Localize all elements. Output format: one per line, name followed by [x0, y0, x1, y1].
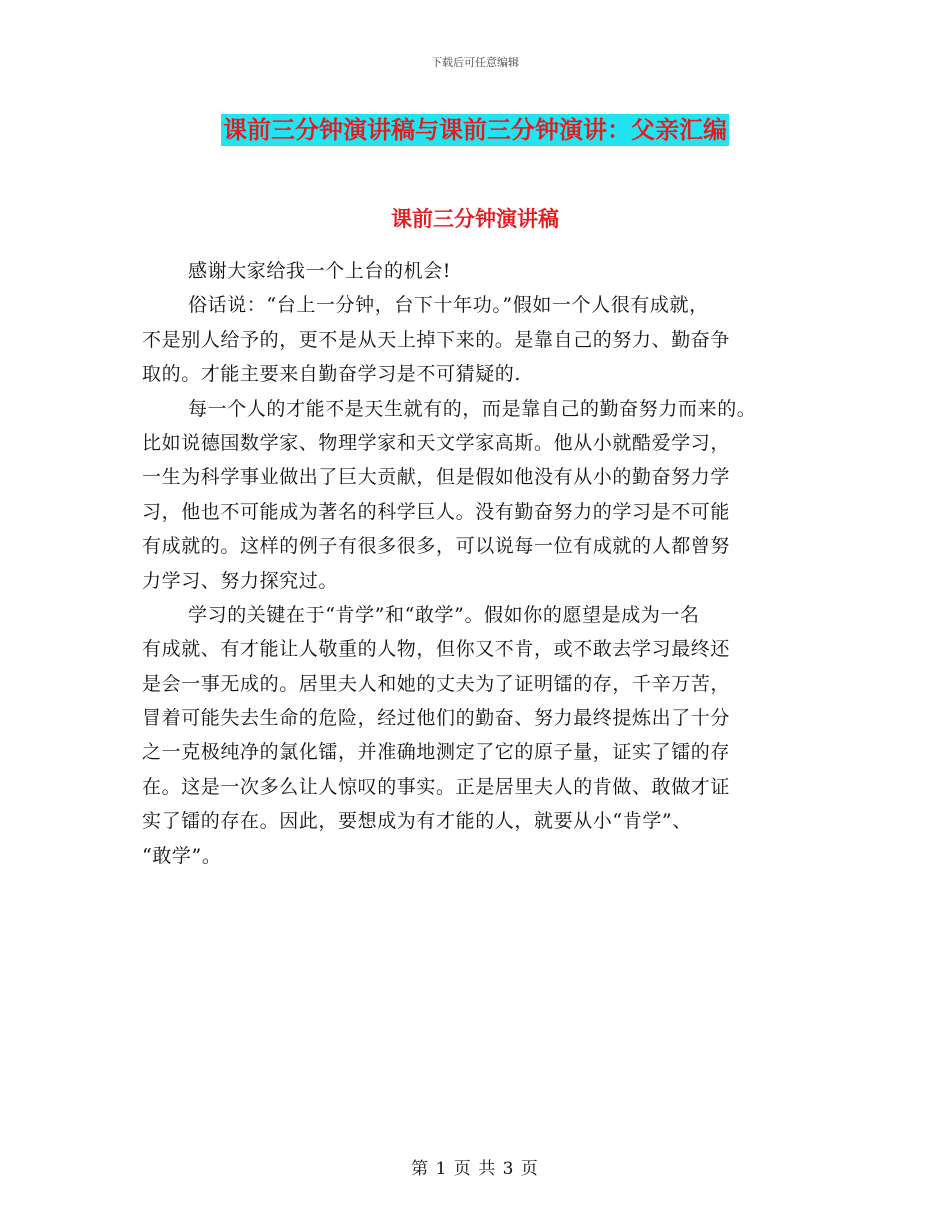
- text-line: 有成就的。这样的例子有很多很多，可以说每一位有成就的人都曾努: [142, 535, 731, 558]
- text-line: 有成就、有才能让人敬重的人物，但你又不肯，或不敢去学习最终还: [142, 638, 731, 661]
- page-number: 第 1 页 共 3 页: [411, 1159, 539, 1179]
- text-line: 每一个人的才能不是天生就有的，而是靠自己的勤奋努力而来的。: [188, 397, 757, 420]
- body-text: [142, 254, 807, 873]
- text-line: 实了镭的存在。因此，要想成为有才能的人，就要从小“肯学”、: [142, 810, 692, 833]
- text-line: 取的。才能主要来自勤奋学习是不可猜疑的.: [142, 363, 522, 386]
- text-line: 不是别人给予的，更不是从天上掉下来的。是靠自己的努力、勤奋争: [142, 328, 731, 351]
- text-line: 俗话说：“台上一分钟，台下十年功。”假如一个人很有成就，: [188, 294, 709, 317]
- page-header-note: 下载后可任意编辑: [431, 56, 519, 69]
- text-line: 感谢大家给我一个上台的机会!: [188, 260, 452, 282]
- text-line: 之一克极纯净的氯化镭，并准确地测定了它的原子量，证实了镭的存: [142, 741, 731, 764]
- text-line: 在。这是一次多么让人惊叹的事实。正是居里夫人的肯做、敢做才证: [142, 775, 731, 798]
- text-line: 学习的关键在于“肯学”和“敢学”。假如你的愿望是成为一名: [188, 603, 700, 626]
- text-line: “敢学”。: [142, 844, 222, 867]
- text-line: 冒着可能失去生命的危险，经过他们的勤奋、努力最终提炼出了十分: [142, 707, 731, 730]
- text-line: 习，他也不可能成为著名的科学巨人。没有勤奋努力的学习是不可能: [142, 500, 731, 523]
- text-line: 力学习、努力探究过。: [142, 569, 339, 592]
- text-line: 一生为科学事业做出了巨大贡献，但是假如他没有从小的勤奋努力学: [142, 466, 731, 489]
- section-title: 课前三分钟演讲稿: [391, 206, 559, 231]
- main-title: 课前三分钟演讲稿与课前三分钟演讲：父亲汇编: [223, 115, 727, 144]
- main-title-container: [0, 114, 950, 146]
- text-line: 是会一事无成的。居里夫人和她的丈夫为了证明镭的存，千辛万苦，: [142, 672, 731, 695]
- text-line: 比如说德国数学家、物理学家和天文学家高斯。他从小就酷爱学习，: [142, 431, 731, 454]
